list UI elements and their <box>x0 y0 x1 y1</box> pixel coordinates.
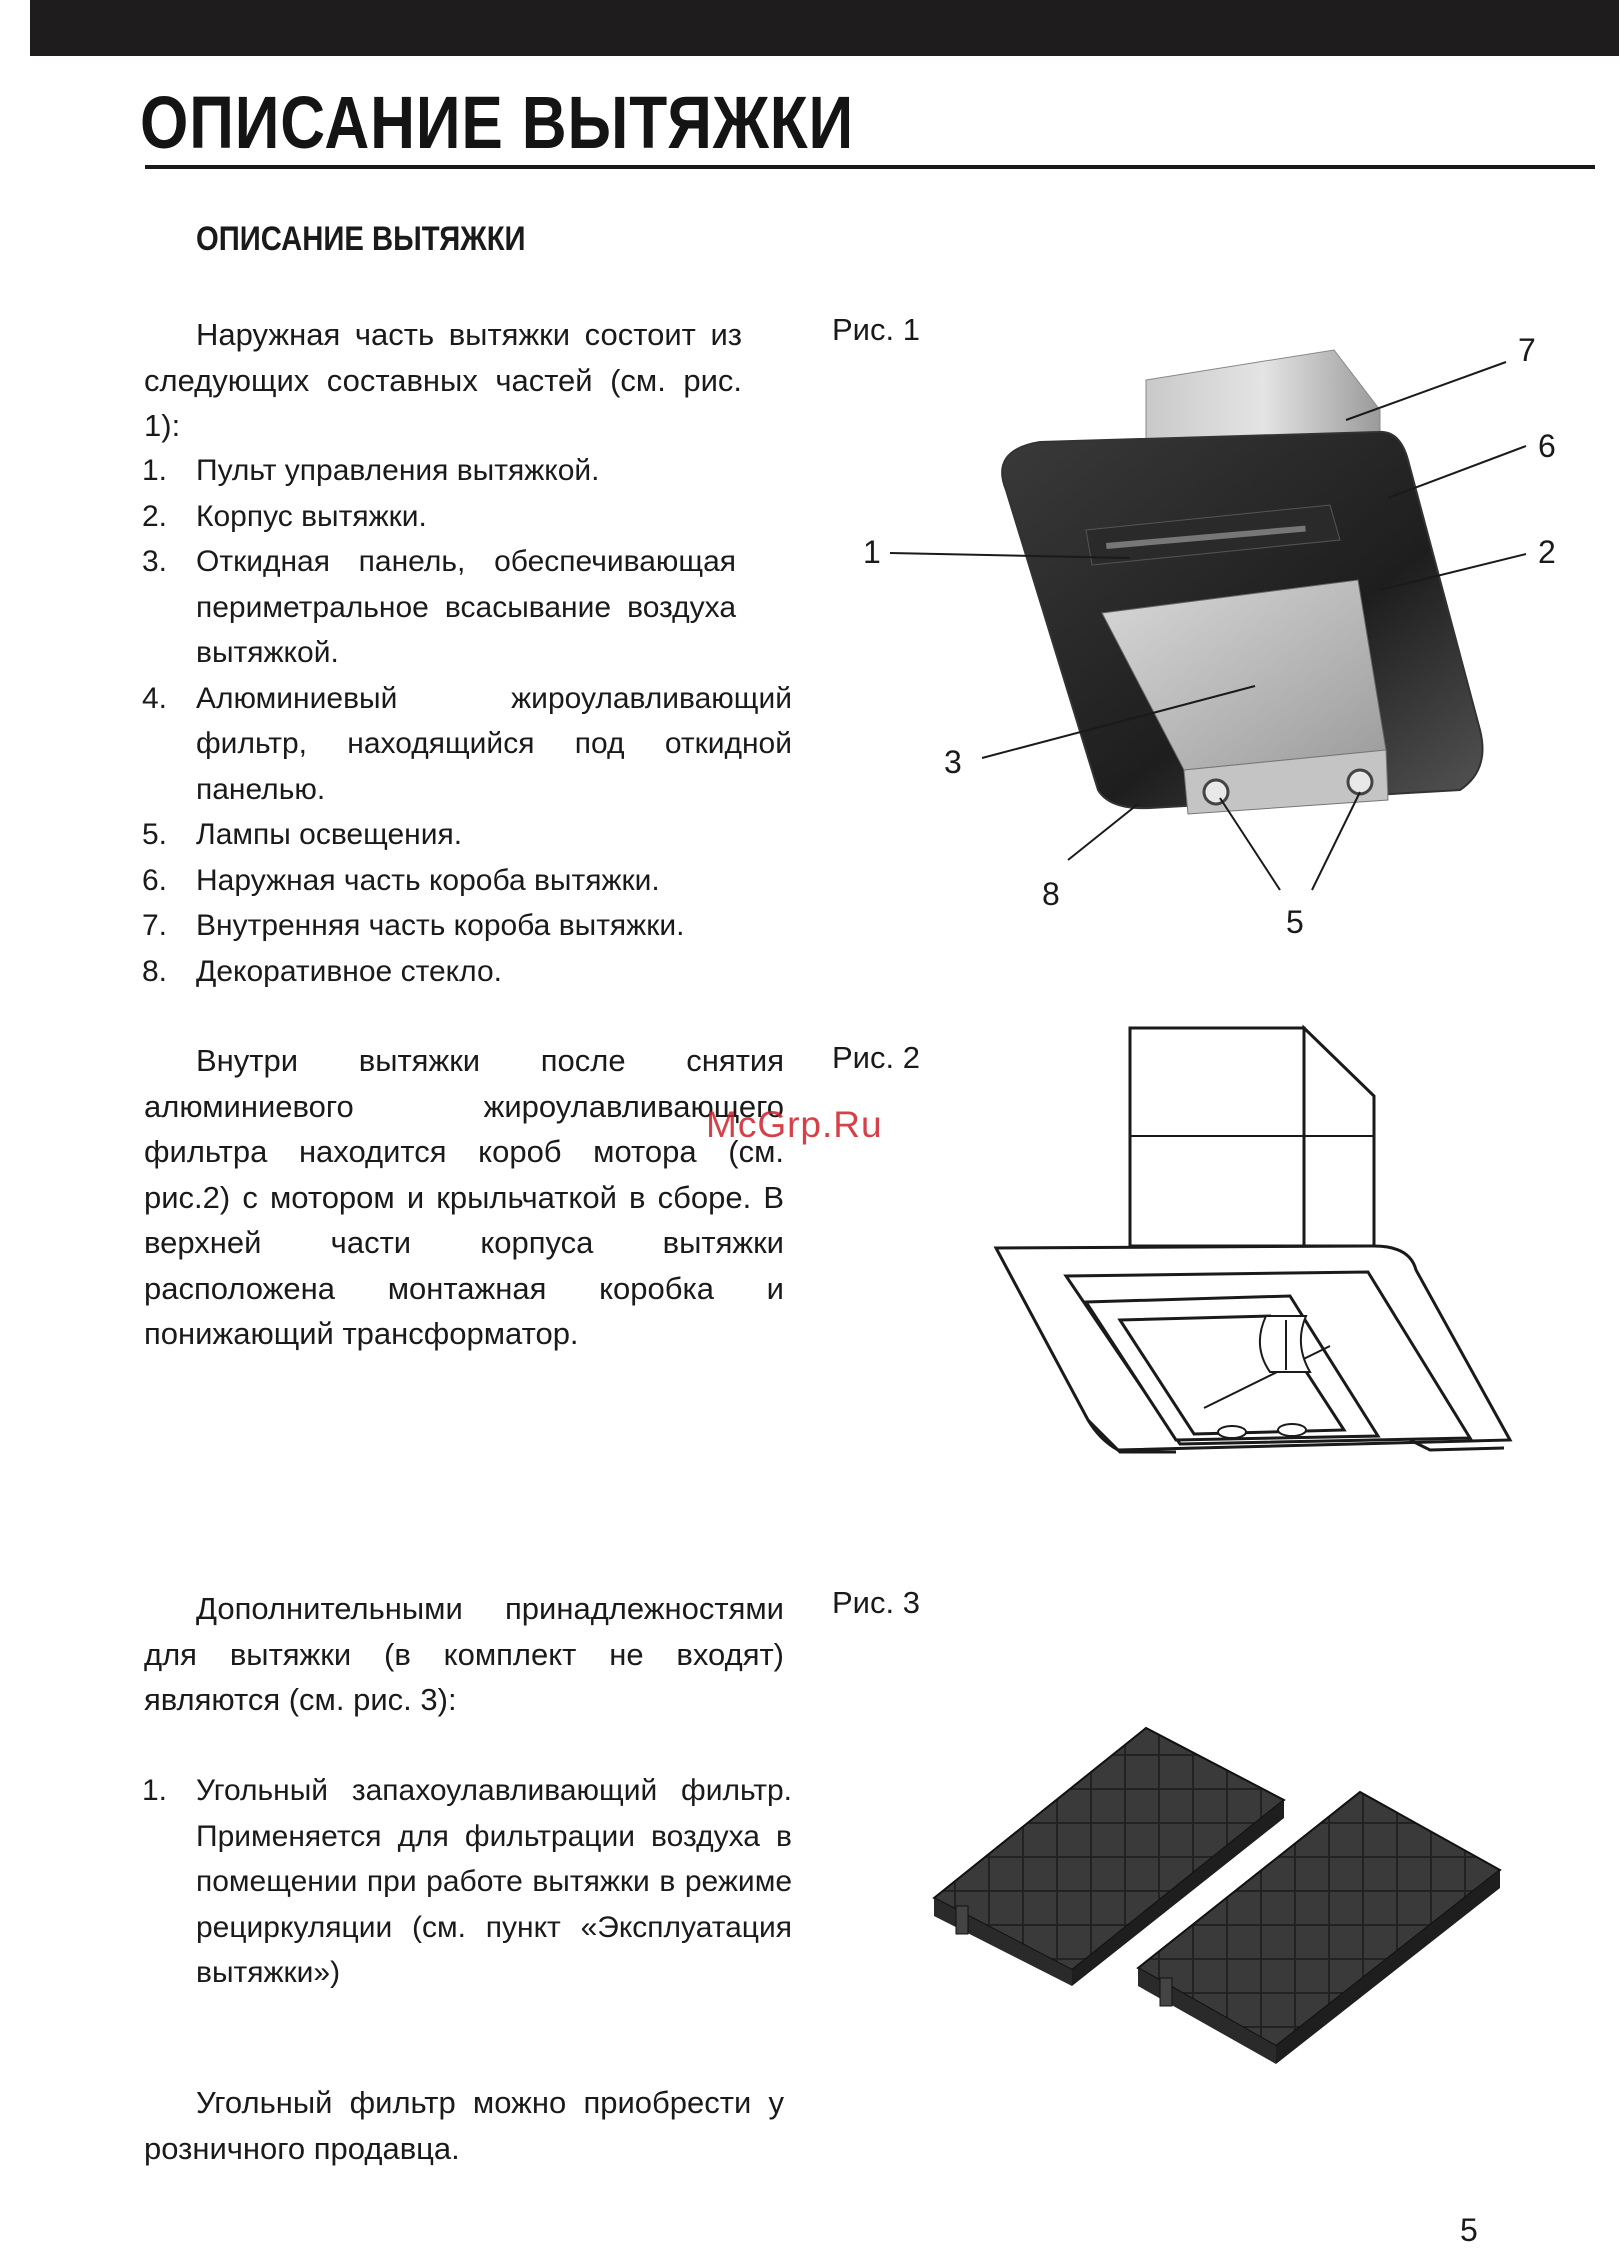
callout-5: 5 <box>1286 904 1304 940</box>
figure1-label: Рис. 1 <box>832 312 920 347</box>
lamp-right <box>1348 770 1372 794</box>
section1-intro: Наружная часть вытяжки состоит из следующих составных частей (см. рис. 1): <box>144 317 742 443</box>
callout-2: 2 <box>1538 534 1556 570</box>
page-title: ОПИСАНИЕ ВЫТЯЖКИ <box>140 81 855 164</box>
list-item: 6. Наружная часть короба вытяжки. <box>142 863 660 897</box>
accessories-list <box>142 1768 792 1996</box>
title-underline <box>145 165 1595 169</box>
parts-list <box>142 448 792 994</box>
figure2-label: Рис. 2 <box>832 1040 920 1075</box>
list-item: 2. Корпус вытяжки. <box>142 499 427 533</box>
list-item: 4. Алюминиевый жироулавливающий фильтр, находящийся под откидной панелью. <box>142 681 792 806</box>
list-item: 1. Пульт управления вытяжкой. <box>142 454 600 487</box>
callout-8: 8 <box>1042 876 1060 912</box>
lamp-left <box>1204 780 1228 804</box>
section2-text: Внутри вытяжки после снятия алюминиевого жироулавливающего фильтра находится короб мотора (см. рис.2) с мотором и крыльчаткой в сборе. В верхней части корпуса вытяжки расположена монтажная коробка и понижающий трансформатор. <box>144 1043 784 1351</box>
list-item: 1. Угольный запахоулавливающий фильтр. Применяется для фильтрации воздуха в помещении при работе вытяжки в режиме рециркуляции (см. пункт «Эксплуатация вытяжки») <box>142 1774 792 1989</box>
page-number: 5 <box>1460 2212 1478 2248</box>
section3-note: Угольный фильтр можно приобрести у розничного продавца. <box>144 2085 784 2166</box>
list-item: 3. Откидная панель, обеспечивающая периметральное всасывание воздуха вытяжкой. <box>142 545 736 669</box>
section3-intro: Дополнительными принадлежностями для вытяжки (в комплект не входят) являются (см. рис. 3): <box>144 1591 784 1717</box>
section-title: ОПИСАНИЕ ВЫТЯЖКИ <box>196 220 526 258</box>
list-item: 8. Декоративное стекло. <box>142 954 502 988</box>
list-item: 7. Внутренняя часть короба вытяжки. <box>142 909 685 942</box>
callout-6: 6 <box>1538 428 1556 464</box>
watermark: McGrp.Ru <box>706 1104 883 1145</box>
figure1-hood-illustration <box>840 330 1600 950</box>
callout-3: 3 <box>944 744 962 780</box>
list-item: 5. Лампы освещения. <box>142 818 463 851</box>
callout-7: 7 <box>1518 332 1536 368</box>
figure3-charcoal-filters <box>920 1720 1580 2100</box>
top-bar <box>30 0 1619 56</box>
figure3-label: Рис. 3 <box>832 1585 920 1620</box>
figure2-line-drawing <box>990 1020 1530 1470</box>
callout-1: 1 <box>863 534 881 570</box>
